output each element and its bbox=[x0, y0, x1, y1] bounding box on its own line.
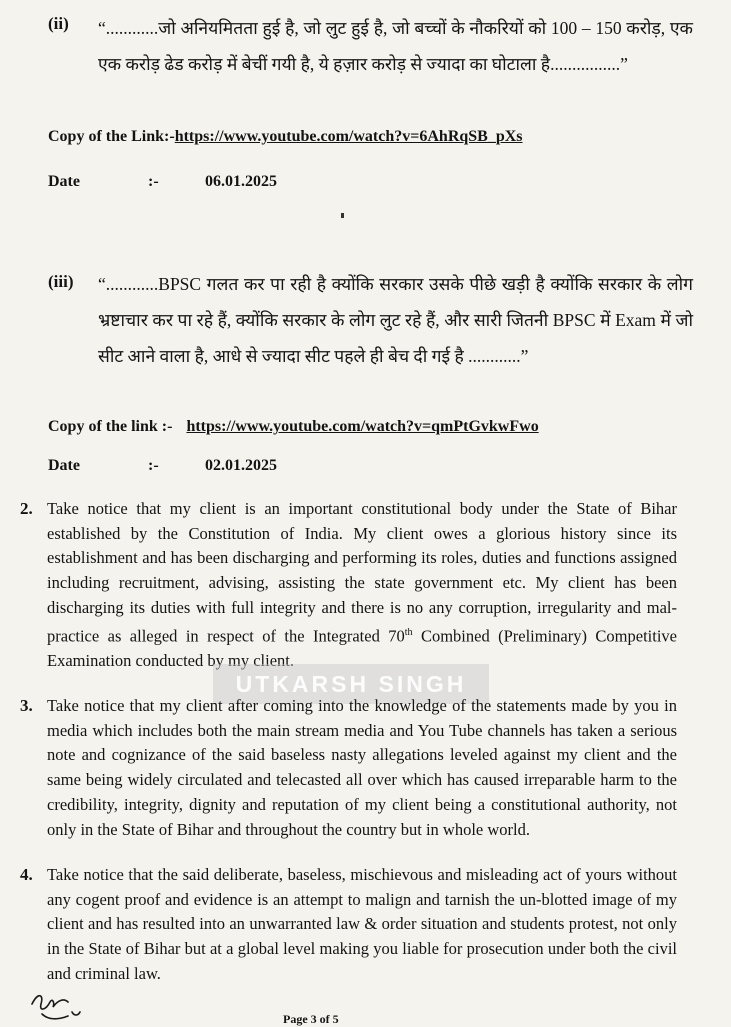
date-separator: :- bbox=[148, 457, 159, 474]
paragraph-text: Take notice that the said deliberate, baseless, mischievous and misleading act of yours without any cogent proof and evidence is an attempt to malign and tarnish the un-blotted image of my client and has resulted into an unwarranted law & order situation and students protest, not only in the State of Bihar but at a global level making you liable for prosecution under both the civil and criminal law. bbox=[47, 865, 677, 983]
item-number: (ii) bbox=[48, 14, 69, 33]
link-line bbox=[48, 418, 539, 436]
item-number: (iii) bbox=[48, 272, 74, 291]
date-separator: :- bbox=[148, 173, 159, 190]
page-number: Page 3 of 5 bbox=[283, 1012, 339, 1026]
date-label: Date bbox=[48, 173, 80, 190]
date-value: 06.01.2025 bbox=[205, 173, 277, 190]
stray-mark bbox=[341, 213, 344, 218]
paragraph-text bbox=[47, 497, 677, 673]
paragraph-text-part: Combined (Preliminary) Competitive Examination conducted by my client. bbox=[47, 626, 677, 670]
link-label: Copy of the Link:- bbox=[48, 128, 175, 145]
paragraph-number: 2. bbox=[20, 499, 33, 518]
link-line bbox=[48, 128, 523, 146]
date-value: 02.01.2025 bbox=[205, 457, 277, 474]
link-label: Copy of the link :- bbox=[48, 418, 173, 435]
watermark: UTKARSH SINGH bbox=[213, 664, 489, 704]
paragraph-number: 4. bbox=[20, 865, 33, 884]
youtube-link[interactable]: https://www.youtube.com/watch?v=6AhRqSB_pXs bbox=[174, 128, 523, 145]
hindi-quote: “............जो अनियमितता हुई है, जो लुट हुई है, जो बच्चों के नौकरियों को 100 – 150 करोड़, एक एक करोड़ ढेड करोड़ में बेचीं गयी है, ये हज़ार करोड़ से ज्यादा का घोटाला है................” bbox=[98, 18, 693, 74]
signature-scribble bbox=[28, 990, 88, 1024]
paragraph-number: 3. bbox=[20, 696, 33, 715]
paragraph-text: Take notice that my client after coming into the knowledge of the statements made by you in media which includes both the main stream media and You Tube channels has taken a serious note and cognizance of the said baseless nasty allegations leveled against my client and the same being widely circulated and telecasted all over which has caused irreparable harm to the credibility, integrity, dignity and reputation of my client being a constitutional authority, not only in the State of Bihar and throughout the country but in whole world. bbox=[47, 696, 677, 839]
paragraph-text-part: Take notice that my client is an important constitutional body under the State of Bihar established by the Constitution of India. My client owes a glorious history since its establishment and has been discharging and performing its roles, duties and functions assigned including recruitment, advising, assisting the state government etc. My client has been discharging its duties with full integrity and there is no any corruption, irregularity and mal- practice as alleged in respect of the Integrated 70 bbox=[47, 499, 677, 646]
date-label: Date bbox=[48, 457, 80, 474]
superscript: th bbox=[404, 626, 413, 638]
hindi-quote: “............BPSC गलत कर पा रही है क्योंकि सरकार उसके पीछे खड़ी है क्योंकि सरकार के लोग भ्रष्टाचार कर पा रहे हैं, क्योंकि सरकार के लोग लुट रहे हैं, और सारी जितनी BPSC में Exam में जो सीट आने वाला है, आधे से ज्यादा सीट पहले ही बेच दी गई है ............” bbox=[98, 274, 693, 366]
youtube-link[interactable]: https://www.youtube.com/watch?v=qmPtGvkwFwo bbox=[186, 418, 539, 435]
